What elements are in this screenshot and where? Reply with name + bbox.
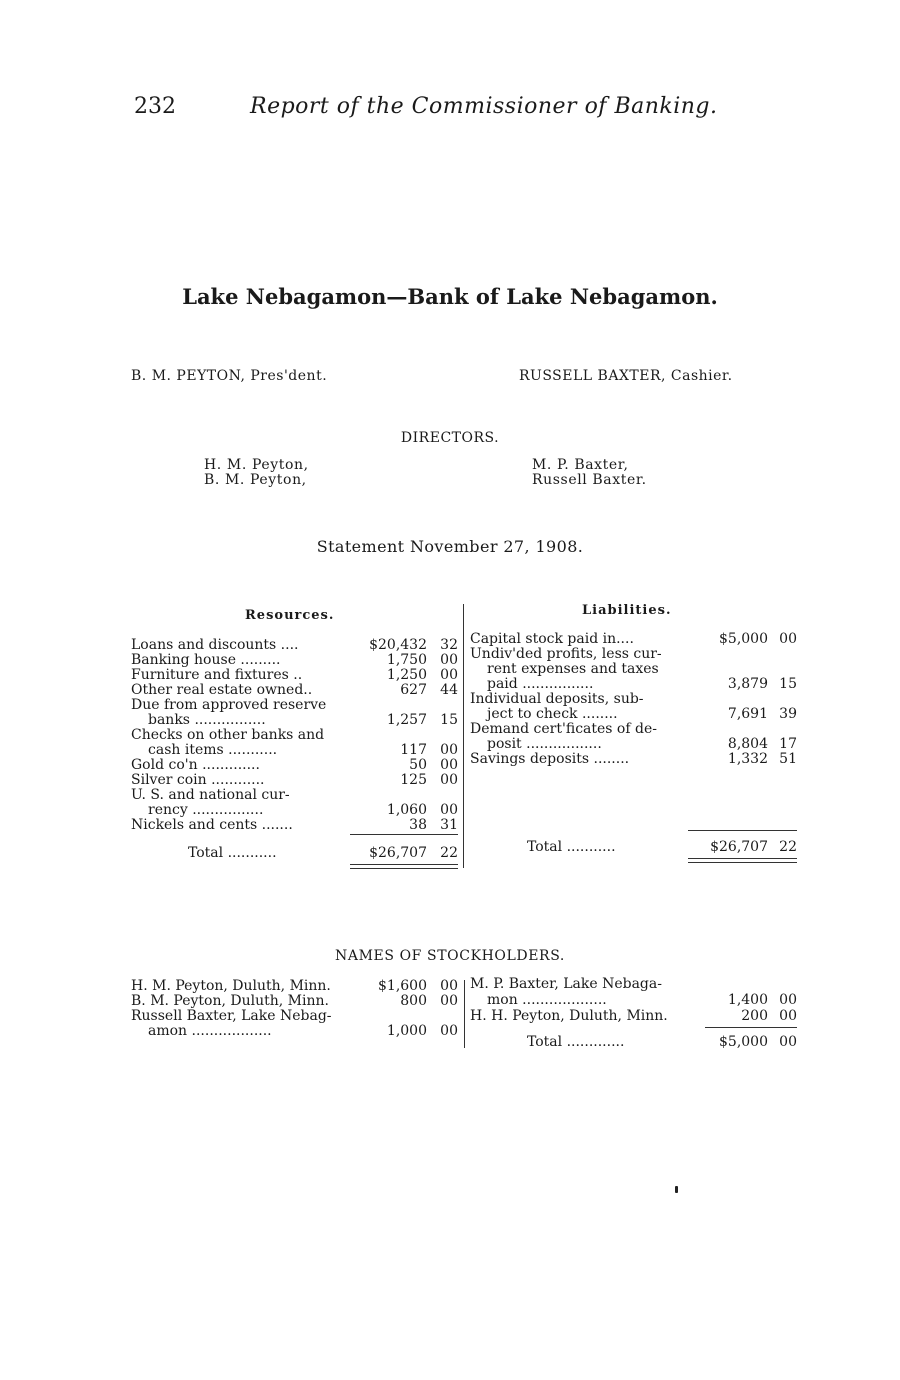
- stockholders-total-amount: $5,000: [719, 1034, 768, 1050]
- liability-amount: $5,000: [719, 631, 768, 647]
- resource-cents: 00: [440, 772, 458, 788]
- resource-amount: $20,432: [369, 637, 427, 653]
- resource-cents: 00: [440, 742, 458, 758]
- column-divider: [463, 604, 464, 868]
- liability-amount: 3,879: [727, 676, 768, 692]
- resources-total-amount: $26,707: [369, 845, 427, 861]
- liability-label: Undiv'ded profits, less cur-: [470, 646, 662, 662]
- director-right-2: Russell Baxter.: [532, 472, 647, 488]
- director-right-1: M. P. Baxter,: [532, 457, 629, 473]
- stockholder-left-amount: 800: [400, 993, 427, 1009]
- stockholders-total-label: Total .............: [527, 1034, 625, 1050]
- liability-cents: 00: [779, 631, 797, 647]
- stockholders-heading: NAMES OF STOCKHOLDERS.: [335, 948, 565, 964]
- resource-amount: 50: [409, 757, 427, 773]
- stockholder-left-amount: 1,000: [386, 1023, 427, 1039]
- stockholder-left-cents: 00: [440, 993, 458, 1009]
- resource-cents: 00: [440, 652, 458, 668]
- resource-cents: 00: [440, 667, 458, 683]
- liability-label: rent expenses and taxes: [487, 661, 659, 677]
- resource-cents: 15: [440, 712, 458, 728]
- stockholder-left-label: amon ..................: [148, 1023, 272, 1039]
- liability-label: paid ................: [487, 676, 594, 692]
- stockholder-left-label: B. M. Peyton, Duluth, Minn.: [131, 993, 329, 1009]
- liability-amount: 1,332: [727, 751, 768, 767]
- liability-amount: 7,691: [727, 706, 768, 722]
- stockholder-right-cents: 00: [779, 1008, 797, 1024]
- liability-cents: 51: [779, 751, 797, 767]
- resource-cents: 44: [440, 682, 458, 698]
- stockholders-total-cents: 00: [779, 1034, 797, 1050]
- stockholder-left-cents: 00: [440, 978, 458, 994]
- liability-cents: 39: [779, 706, 797, 722]
- resources-total-cents: 22: [440, 845, 458, 861]
- ink-speck: [675, 1186, 678, 1193]
- resource-amount: 1,250: [386, 667, 427, 683]
- liability-amount: 8,804: [727, 736, 768, 752]
- cashier-line: RUSSELL BAXTER, Cashier.: [519, 368, 733, 384]
- stockholders-sum-rule: [705, 1027, 797, 1028]
- liabilities-double-rule-1: [688, 858, 797, 859]
- resources-heading: Resources.: [245, 608, 335, 623]
- stockholder-right-amount: 1,400: [727, 992, 768, 1008]
- director-left-1: H. M. Peyton,: [204, 457, 309, 473]
- liability-label: Individual deposits, sub-: [470, 691, 644, 707]
- resource-label: Gold co'n .............: [131, 757, 260, 773]
- page-number: 232: [134, 94, 176, 119]
- resources-double-rule-2: [350, 868, 458, 869]
- stockholder-right-label: H. H. Peyton, Duluth, Minn.: [470, 1008, 668, 1024]
- resource-amount: 627: [400, 682, 427, 698]
- stockholder-right-label: M. P. Baxter, Lake Nebaga-: [470, 976, 662, 992]
- liability-label: ject to check ........: [487, 706, 618, 722]
- resource-label: Silver coin ............: [131, 772, 265, 788]
- resources-double-rule-1: [350, 864, 458, 865]
- resources-total-label: Total ...........: [188, 845, 277, 861]
- stockholder-left-label: Russell Baxter, Lake Nebag-: [131, 1008, 332, 1024]
- liabilities-total-amount: $26,707: [710, 839, 768, 855]
- resource-label: Furniture and fixtures ..: [131, 667, 303, 683]
- resource-cents: 31: [440, 817, 458, 833]
- liabilities-double-rule-2: [688, 862, 797, 863]
- liabilities-total-cents: 22: [779, 839, 797, 855]
- stockholder-left-label: H. M. Peyton, Duluth, Minn.: [131, 978, 331, 994]
- statement-title: Statement November 27, 1908.: [316, 537, 584, 556]
- liability-label: posit .................: [487, 736, 602, 752]
- stockholder-left-cents: 00: [440, 1023, 458, 1039]
- liability-cents: 15: [779, 676, 797, 692]
- liability-label: Savings deposits ........: [470, 751, 630, 767]
- resource-label: Other real estate owned..: [131, 682, 313, 698]
- resource-cents: 00: [440, 802, 458, 818]
- bank-title: Lake Nebagamon—Bank of Lake Nebagamon.: [182, 284, 718, 309]
- resource-amount: 125: [400, 772, 427, 788]
- resource-label: Due from approved reserve: [131, 697, 327, 713]
- directors-heading: DIRECTORS.: [400, 430, 500, 446]
- resource-cents: 00: [440, 757, 458, 773]
- resource-amount: 1,060: [386, 802, 427, 818]
- liabilities-sum-rule: [688, 830, 797, 831]
- director-left-2: B. M. Peyton,: [204, 472, 307, 488]
- liability-label: Demand cert'ficates of de-: [470, 721, 657, 737]
- resource-amount: 1,750: [386, 652, 427, 668]
- president-line: B. M. PEYTON, Pres'dent.: [131, 368, 328, 384]
- resource-label: Loans and discounts ....: [131, 637, 299, 653]
- resource-label: cash items ...........: [148, 742, 278, 758]
- resource-label: U. S. and national cur-: [131, 787, 290, 803]
- running-title: Report of the Commissioner of Banking.: [250, 94, 718, 119]
- liability-label: Capital stock paid in....: [470, 631, 634, 647]
- resource-cents: 32: [440, 637, 458, 653]
- stockholder-left-amount: $1,600: [378, 978, 427, 994]
- liability-cents: 17: [779, 736, 797, 752]
- stockholders-divider: [464, 980, 465, 1048]
- resource-amount: 38: [409, 817, 427, 833]
- liabilities-heading: Liabilities.: [582, 603, 672, 618]
- resource-amount: 1,257: [386, 712, 427, 728]
- resource-label: banks ................: [148, 712, 266, 728]
- liabilities-total-label: Total ...........: [527, 839, 616, 855]
- stockholder-right-amount: 200: [741, 1008, 768, 1024]
- resource-label: Checks on other banks and: [131, 727, 325, 743]
- resource-label: rency ................: [148, 802, 264, 818]
- stockholder-right-cents: 00: [779, 992, 797, 1008]
- resource-label: Nickels and cents .......: [131, 817, 293, 833]
- resource-label: Banking house .........: [131, 652, 281, 668]
- resources-sum-rule: [350, 834, 458, 835]
- resource-amount: 117: [400, 742, 427, 758]
- stockholder-right-label: mon ...................: [487, 992, 607, 1008]
